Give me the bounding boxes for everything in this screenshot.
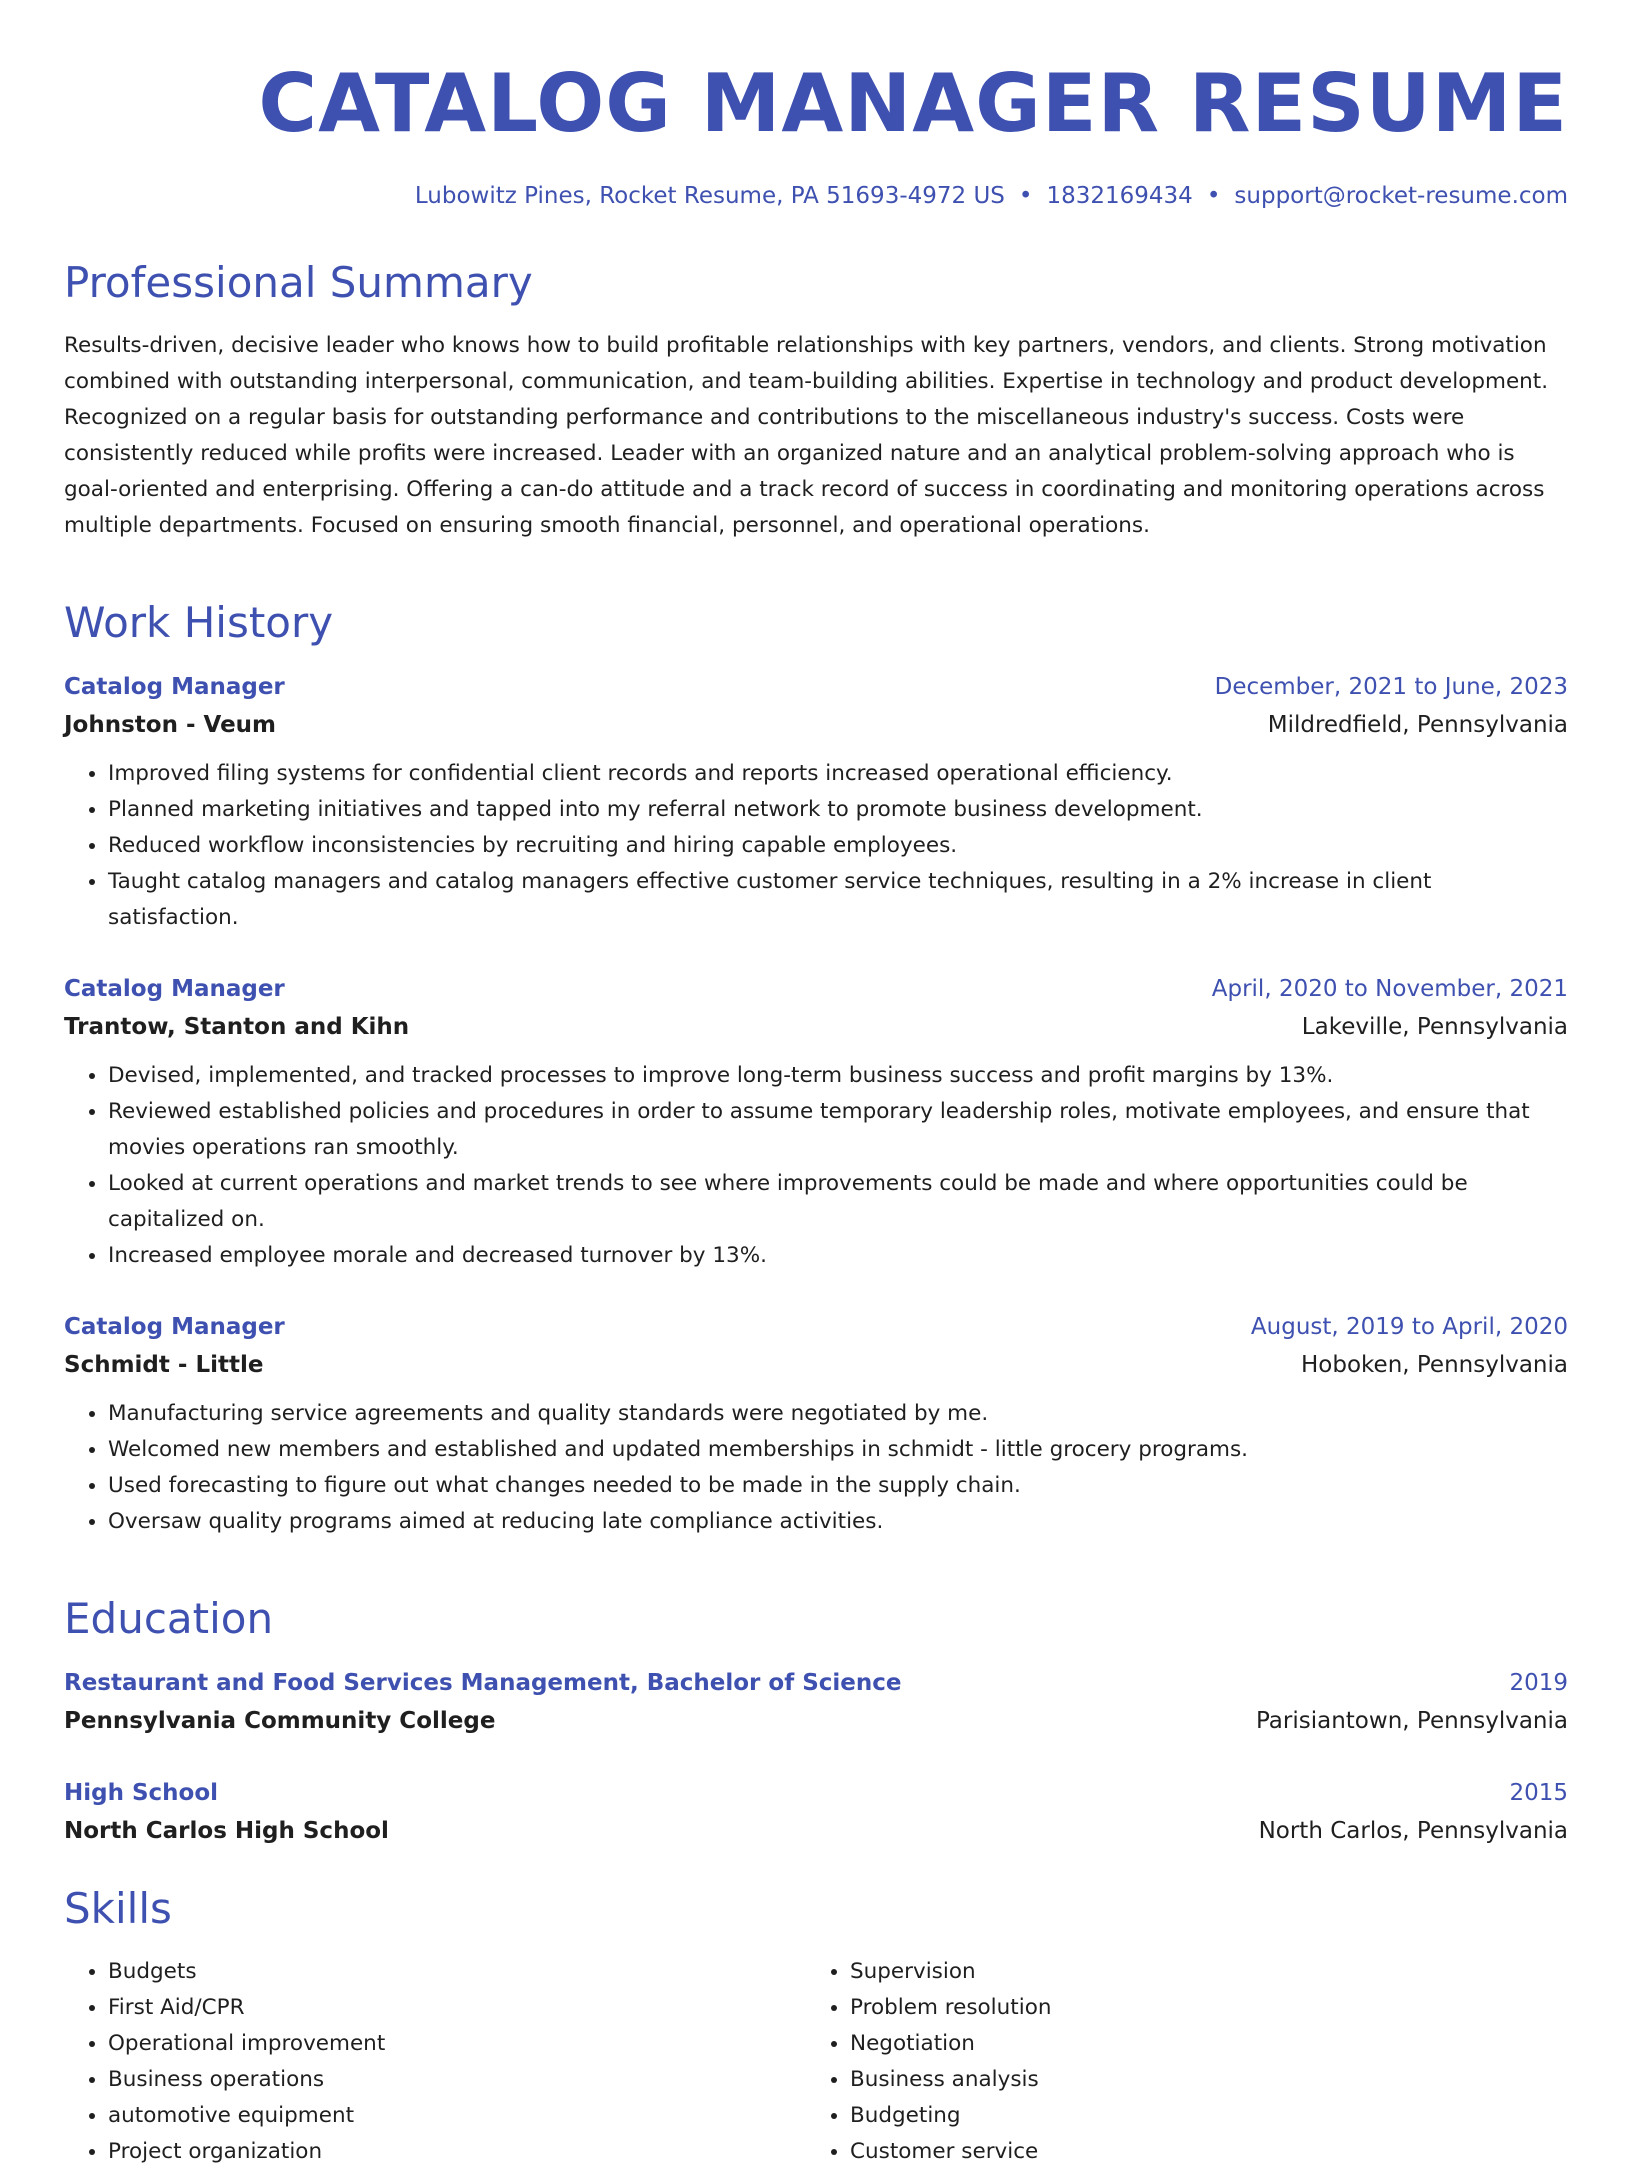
education-heading: Education (64, 1594, 274, 1643)
job-entry (64, 1308, 1568, 1540)
job-dates: December, 2021 to June, 2023 (1214, 674, 1568, 700)
job-title: Catalog Manager (64, 1314, 285, 1340)
summary-text: Results-driven, decisive leader who knows how to build profitable relationships with key partners, vendors, and clients. Strong motivation combined with outstanding interpersonal, communication, and team-building abilities. Expertise in technology and product development. Recognized on a regular basis for outstanding performance and contributions to the miscellaneous industry's success. Costs were consistently reduced while profits were increased. Leader with an organized nature and an analytical problem-solving approach who is goal-oriented and enterprising. Offering a can-do attitude and a track record of success in coordinating and monitoring operations across multiple departments. Focused on ensuring smooth financial, personnel, and operational operations. (64, 333, 1549, 538)
education-location: Parisiantown, Pennsylvania (1255, 1708, 1568, 1734)
skills-list-right (806, 1954, 1548, 2170)
job-bullets (64, 1058, 1568, 1274)
work-history-heading: Work History (64, 598, 334, 647)
contact-email: support@rocket-resume.com (1234, 183, 1568, 209)
job-bullet: • Looked at current operations and market trends to see where improvements could be made and where opportunities could be capitalized on. (108, 1166, 1568, 1238)
job-bullet: • Manufacturing service agreements and quality standards were negotiated by me. (108, 1396, 1568, 1432)
education-degree: High School (64, 1780, 219, 1806)
skill-item: • Problem resolution (850, 1990, 1548, 2026)
job-bullet: • Planned marketing initiatives and tapped into my referral network to promote business development. (108, 792, 1568, 828)
job-bullet: • Taught catalog managers and catalog managers effective customer service techniques, resulting in a 2% increase in client satisfaction. (108, 864, 1568, 936)
job-bullets (64, 756, 1568, 936)
job-bullet: • Welcomed new members and established and updated memberships in schmidt - little grocery programs. (108, 1432, 1568, 1468)
job-entry (64, 970, 1568, 1274)
skill-item: • Business analysis (850, 2062, 1548, 2098)
job-company: Trantow, Stanton and Kihn (64, 1014, 410, 1040)
job-bullet: • Reviewed established policies and procedures in order to assume temporary leadership roles, motivate employees, and ensure that movies operations ran smoothly. (108, 1094, 1568, 1166)
skill-item: • Supervision (850, 1954, 1548, 1990)
education-school: Pennsylvania Community College (64, 1708, 496, 1734)
job-bullet: • Increased employee morale and decreased turnover by 13%. (108, 1238, 1568, 1274)
contact-address: Lubowitz Pines, Rocket Resume, PA 51693-4972 US (414, 183, 1005, 209)
skill-item: • Operational improvement (108, 2026, 806, 2062)
skills-columns (64, 1954, 1568, 2170)
education-entry (64, 1774, 1568, 1850)
skill-item: • Budgets (108, 1954, 806, 1990)
job-bullet: • Used forecasting to figure out what changes needed to be made in the supply chain. (108, 1468, 1568, 1504)
education-year: 2015 (1509, 1780, 1568, 1806)
contact-separator: • (1206, 183, 1221, 209)
education-entry (64, 1664, 1568, 1740)
job-bullets (64, 1396, 1568, 1540)
resume-title: CATALOG MANAGER RESUME (258, 57, 1568, 150)
job-entry (64, 668, 1568, 936)
skill-item: • First Aid/CPR (108, 1990, 806, 2026)
contact-line (64, 180, 1568, 212)
skill-item: • Negotiation (850, 2026, 1548, 2062)
skill-item: • Project organization (108, 2134, 806, 2170)
job-location: Hoboken, Pennsylvania (1301, 1352, 1568, 1378)
job-bullet: • Improved filing systems for confidential client records and reports increased operational efficiency. (108, 756, 1568, 792)
skills-list-left (64, 1954, 806, 2170)
skills-heading: Skills (64, 1884, 172, 1933)
job-location: Mildredfield, Pennsylvania (1267, 712, 1568, 738)
job-bullet: • Reduced workflow inconsistencies by recruiting and hiring capable employees. (108, 828, 1568, 864)
skill-item: • automotive equipment (108, 2098, 806, 2134)
skill-item: • Customer service (850, 2134, 1548, 2170)
skill-item: • Budgeting (850, 2098, 1548, 2134)
education-year: 2019 (1509, 1670, 1568, 1696)
skill-item: • Business operations (108, 2062, 806, 2098)
summary-heading: Professional Summary (64, 258, 533, 307)
job-company: Johnston - Veum (64, 712, 277, 738)
job-dates: August, 2019 to April, 2020 (1250, 1314, 1568, 1340)
job-company: Schmidt - Little (64, 1352, 264, 1378)
education-degree: Restaurant and Food Services Management, Bachelor of Science (64, 1670, 902, 1696)
job-dates: April, 2020 to November, 2021 (1211, 976, 1568, 1002)
job-bullet: • Devised, implemented, and tracked processes to improve long-term business success and profit margins by 13%. (108, 1058, 1568, 1094)
job-title: Catalog Manager (64, 976, 285, 1002)
contact-phone: 1832169434 (1046, 183, 1193, 209)
job-title: Catalog Manager (64, 674, 285, 700)
job-bullet: • Oversaw quality programs aimed at reducing late compliance activities. (108, 1504, 1568, 1540)
education-school: North Carlos High School (64, 1818, 389, 1844)
education-location: North Carlos, Pennsylvania (1258, 1818, 1568, 1844)
contact-separator: • (1018, 183, 1033, 209)
job-location: Lakeville, Pennsylvania (1301, 1014, 1568, 1040)
